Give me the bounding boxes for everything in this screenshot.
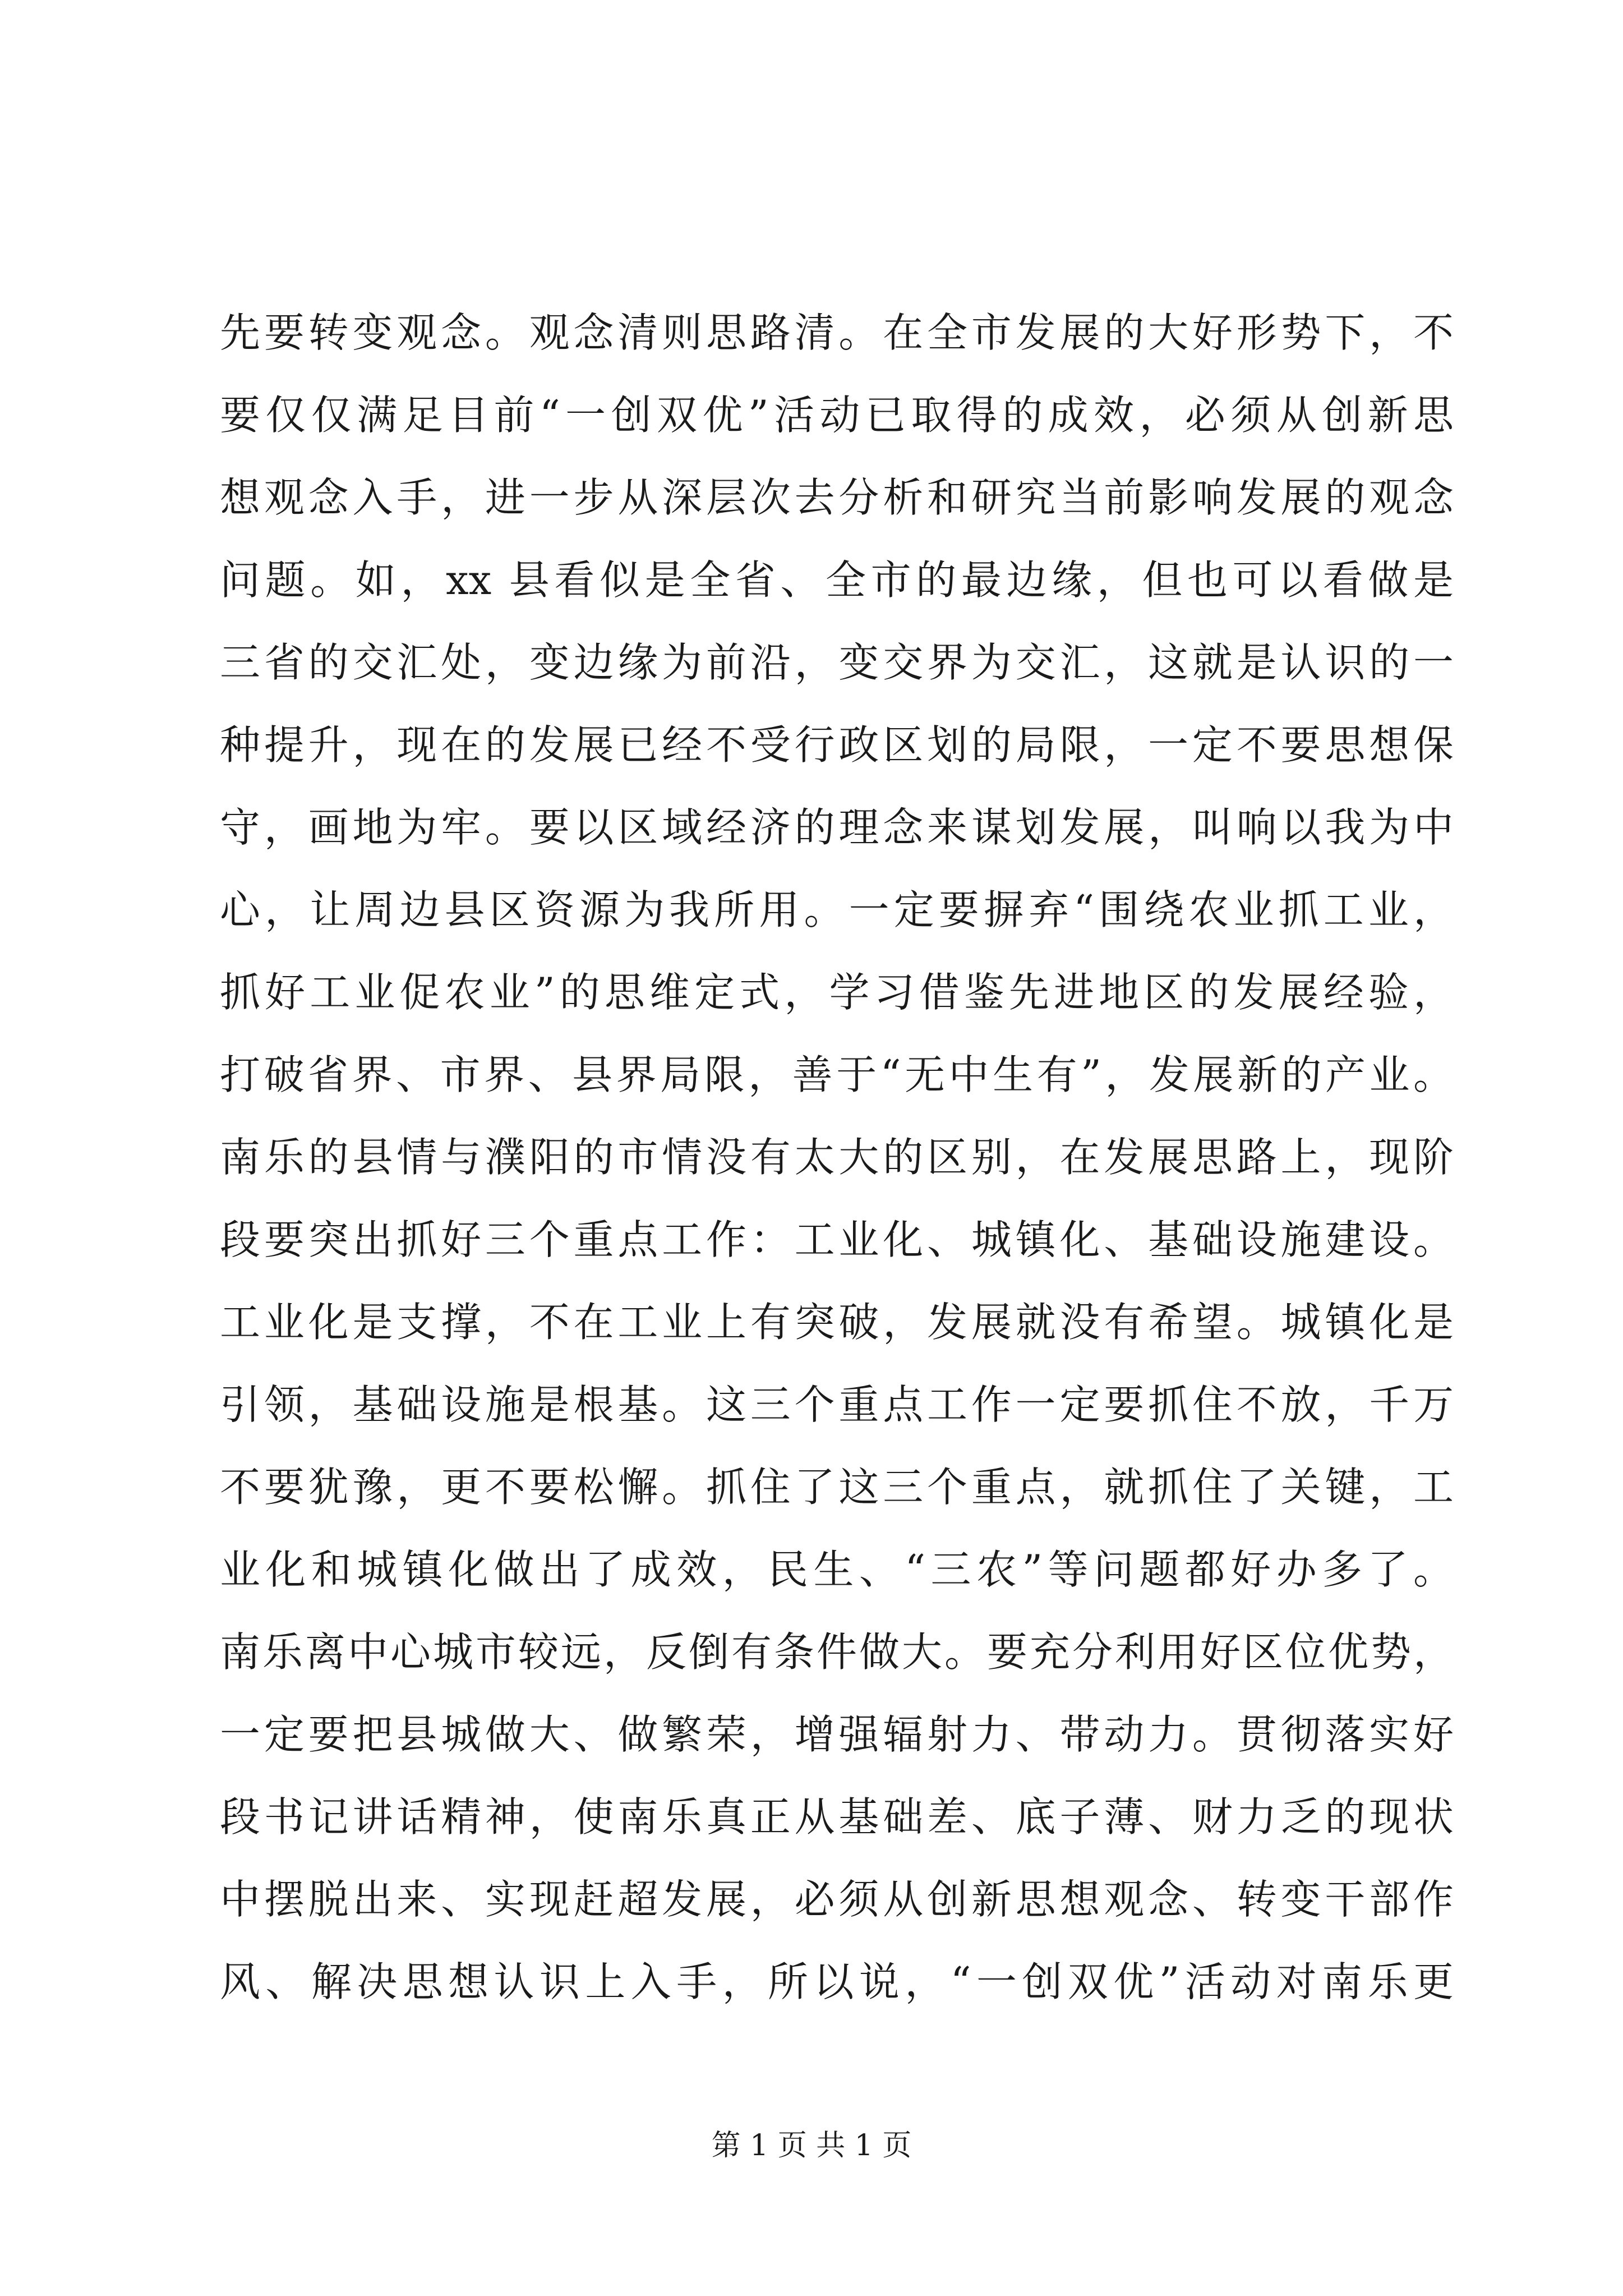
page-number-label: 第 1 页 共 1 页 — [711, 2129, 912, 2162]
text-line: 业化和城镇化做出了成效，民生、“三农”等问题都好办多了。 — [220, 1546, 1454, 1593]
text-line: 守，画地为牢。要以区域经济的理念来谋划发展，叫响以我为中 — [220, 804, 1454, 851]
page-footer — [0, 2126, 1623, 2165]
text-line: 工业化是支撑，不在工业上有突破，发展就没有希望。城镇化是 — [220, 1299, 1454, 1346]
text-line: 问题。如，xx 县看似是全省、全市的最边缘，但也可以看做是 — [220, 556, 1454, 604]
text-line: 中摆脱出来、实现赶超发展，必须从创新思想观念、转变干部作 — [220, 1876, 1454, 1923]
text-line: 段要突出抓好三个重点工作：工业化、城镇化、基础设施建设。 — [220, 1216, 1454, 1263]
text-line: 风、解决思想认识上入手，所以说，“一创双优”活动对南乐更 — [220, 1958, 1454, 2005]
text-line: 想观念入手，进一步从深层次去分析和研究当前影响发展的观念 — [220, 474, 1454, 521]
body-paragraph — [220, 292, 1454, 2023]
text-line: 南乐离中心城市较远，反倒有条件做大。要充分利用好区位优势， — [220, 1628, 1454, 1676]
text-line: 一定要把县城做大、做繁荣，增强辐射力、带动力。贯彻落实好 — [220, 1711, 1454, 1758]
text-line: 三省的交汇处，变边缘为前沿，变交界为交汇，这就是认识的一 — [220, 639, 1454, 686]
text-line: 南乐的县情与濮阳的市情没有太大的区别，在发展思路上，现阶 — [220, 1134, 1454, 1181]
text-line: 心，让周边县区资源为我所用。一定要摒弃“围绕农业抓工业， — [220, 886, 1454, 933]
text-line: 不要犹豫，更不要松懈。抓住了这三个重点，就抓住了关键，工 — [220, 1464, 1454, 1511]
text-line: 先要转变观念。观念清则思路清。在全市发展的大好形势下，不 — [220, 309, 1454, 356]
text-line: 引领，基础设施是根基。这三个重点工作一定要抓住不放，千万 — [220, 1381, 1454, 1428]
text-line: 要仅仅满足目前“一创双优”活动已取得的成效，必须从创新思 — [220, 392, 1454, 439]
text-line: 抓好工业促农业”的思维定式，学习借鉴先进地区的发展经验， — [220, 969, 1454, 1016]
text-line: 段书记讲话精神，使南乐真正从基础差、底子薄、财力乏的现状 — [220, 1793, 1454, 1841]
text-line: 种提升，现在的发展已经不受行政区划的局限，一定不要思想保 — [220, 721, 1454, 769]
text-line: 打破省界、市界、县界局限，善于“无中生有”，发展新的产业。 — [220, 1051, 1454, 1098]
